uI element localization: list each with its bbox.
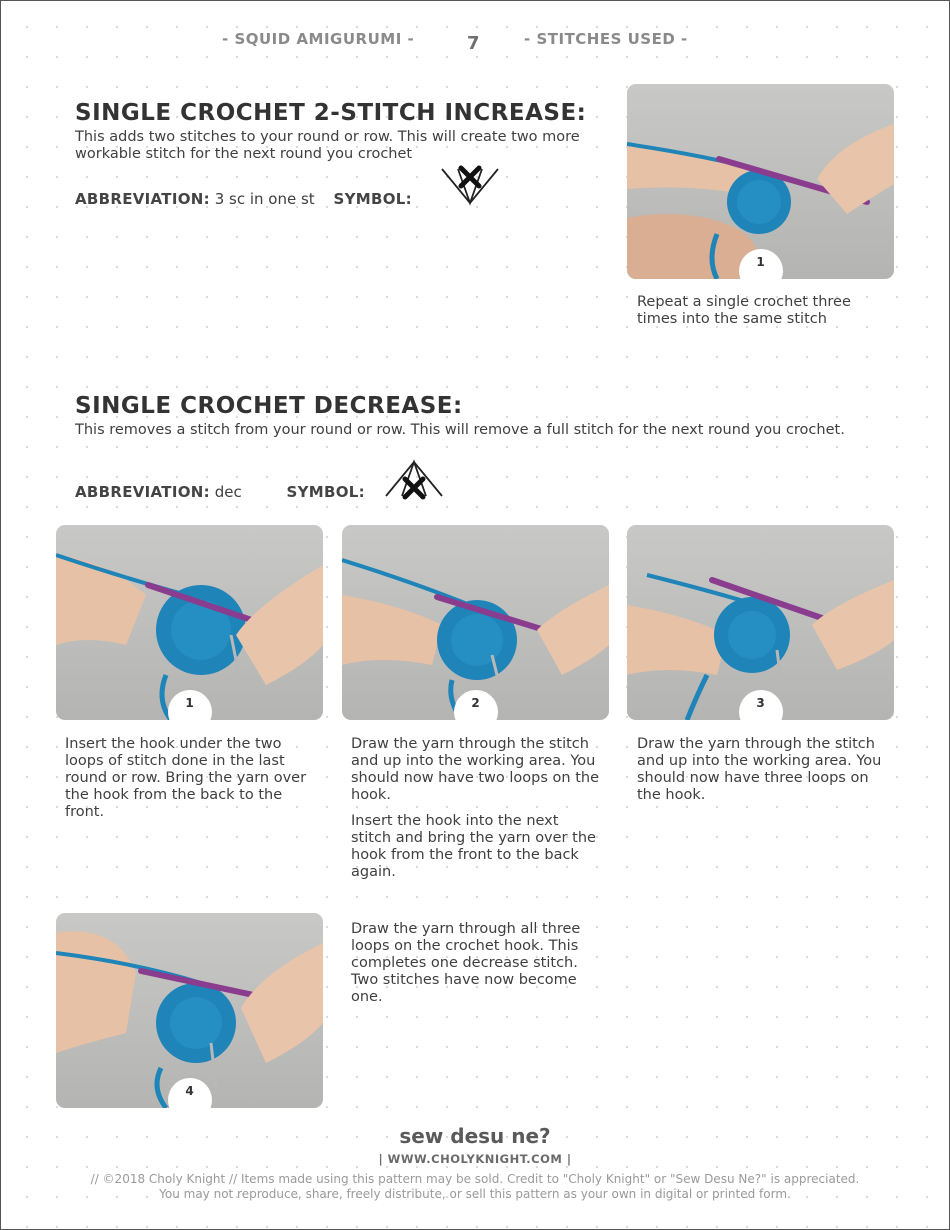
copyright-line-2: You may not reproduce, share, freely distribute, or sell this pattern as your own in digital or printed form. [159, 1187, 791, 1201]
step-badge: 1 [168, 690, 212, 720]
symbol-label: SYMBOL: [333, 190, 412, 208]
increase-abbreviation-row [75, 190, 412, 208]
decrease-title: SINGLE CROCHET DECREASE: [75, 393, 463, 419]
decrease-step-4-caption: Draw the yarn through all three loops on the crochet hook. This completes one decrease stitch. Two stitches have now become one. [351, 921, 581, 1005]
sc-decrease-symbol-icon [384, 458, 444, 500]
abbreviation-label: ABBREVIATION: [75, 190, 210, 208]
decrease-step-photo-1 [56, 525, 323, 720]
decrease-step-photo-2 [342, 525, 609, 720]
abbreviation-value: 3 sc in one st [214, 190, 315, 208]
page-number: 7 [467, 33, 481, 54]
increase-step-caption: Repeat a single crochet three times into the same stitch [637, 294, 851, 327]
step-badge: 3 [739, 690, 783, 720]
footer-copyright [0, 1172, 950, 1202]
increase-title: SINGLE CROCHET 2-STITCH INCREASE: [75, 100, 587, 126]
step-badge: 1 [739, 249, 783, 279]
decrease-step-photo-3 [627, 525, 894, 720]
decrease-step-2-caption: Draw the yarn through the stitch and up into the working area. You should now have two loops on the hook. [351, 736, 599, 803]
decrease-step-3-caption: Draw the yarn through the stitch and up into the working area. You should now have three loops on the hook. [637, 736, 882, 803]
decrease-description: This removes a stitch from your round or row. This will remove a full stitch for the next round you crochet. [75, 422, 845, 438]
increase-description: This adds two stitches to your round or row. This will create two more workable stitch for the next round you crochet [75, 129, 580, 162]
decrease-step-2-caption-continued: Insert the hook into the next stitch and bring the yarn over the hook from the front to the back again. [351, 813, 596, 880]
sc-increase-symbol-icon [440, 165, 500, 207]
abbreviation-value: dec [214, 483, 242, 501]
header-pattern-title: - SQUID AMIGURUMI - [222, 30, 415, 48]
copyright-line-1: // ©2018 Choly Knight // Items made using this pattern may be sold. Credit to "Choly Knight" or "Sew Desu Ne?" is appreciated. [90, 1172, 860, 1186]
step-badge: 2 [454, 690, 498, 720]
symbol-label: SYMBOL: [286, 483, 365, 501]
decrease-step-photo-4 [56, 913, 323, 1108]
decrease-abbreviation-row [75, 483, 365, 501]
increase-step-photo [627, 84, 894, 279]
step-badge: 4 [168, 1078, 212, 1108]
decrease-step-1-caption: Insert the hook under the two loops of stitch done in the last round or row. Bring the yarn over the hook from the back to the front. [65, 736, 307, 820]
header-section-title: - STITCHES USED - [524, 30, 688, 48]
abbreviation-label: ABBREVIATION: [75, 483, 210, 501]
footer-brand: sew desu ne? [399, 1124, 551, 1148]
footer-website-link[interactable]: | WWW.CHOLYKNIGHT.COM | [378, 1152, 572, 1166]
